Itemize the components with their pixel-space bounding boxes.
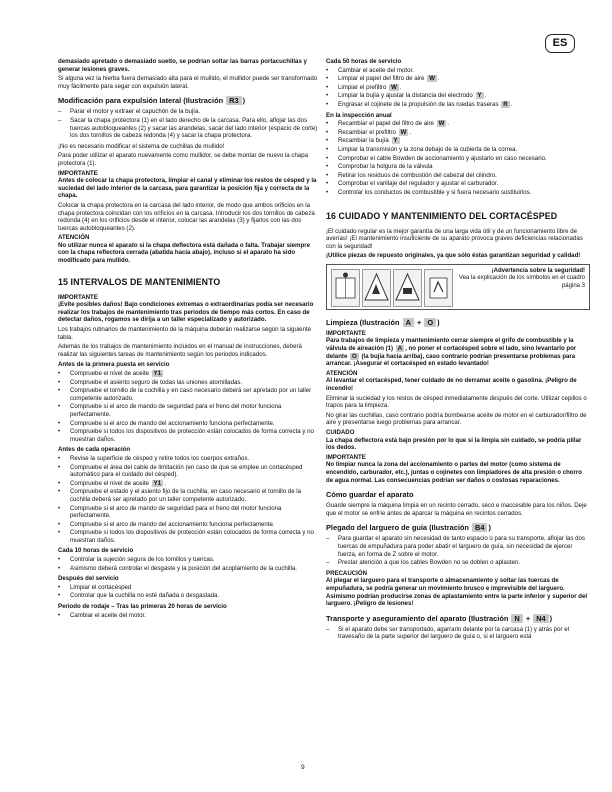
list-item-tail: . [437, 75, 440, 83]
safety-symbols [331, 269, 453, 305]
important-heading: IMPORTANTE [58, 169, 98, 177]
list-item-tail: . [484, 92, 487, 100]
list-item-text: Asimismo deberá controlar el desgaste y la posición del acoplamiento de la cuchilla. [70, 564, 297, 572]
list-item [326, 172, 590, 180]
storage-paragraph: Guarde siempre la máquina limpia en un recinto cerrado, seco e inaccesible para los niños. Deje que el motor se enfríe antes de aparcar la máquina en recintos cerrados. [326, 502, 587, 517]
bullet-icon: • [326, 188, 329, 196]
list-item-text: Recambiar el prefiltro [338, 128, 396, 136]
list-item-text: Compruebe el tornillo de la cuchilla y en caso necesario deberá ser apretado por un taller competente autorizado. [70, 387, 312, 402]
transport-steps [326, 626, 590, 641]
disconnect-spark-plug-icon [424, 269, 453, 307]
list-item-text: Limpiar el prefiltro [338, 83, 387, 91]
bullet-icon: • [326, 100, 329, 108]
transport-heading: Transporte y aseguramiento del aparato (Ilustración N + N4 ) [326, 613, 553, 623]
list-item [326, 137, 590, 145]
list-item-text: Compruebe el área del cable de limitación (en caso de que se emplee un cortacésped automático para el cuidado del césped). [70, 463, 303, 479]
section-16-title: 16 CUIDADO Y MANTENIMIENTO DEL CORTACÉSPED [326, 210, 558, 221]
list-item-text: Compruebe si todos los dispositivos de protección están colocados de forma correcta y no muestran daños. [70, 428, 314, 443]
storage-heading: Cómo guardar el aparato [326, 490, 414, 500]
bullet-icon: • [58, 463, 61, 471]
mulch-note: ¡No es necesario modificar el sistema de cuchillas de mullido! [58, 142, 225, 150]
after-use-heading: Después del servicio [58, 575, 119, 583]
important-heading: IMPORTANTE [326, 329, 366, 337]
bullet-icon: • [58, 479, 61, 487]
illustration-ref-tag: B4 [472, 523, 487, 532]
list-item [58, 403, 322, 418]
bullet-icon: • [58, 488, 61, 496]
side-discharge-steps [58, 108, 322, 139]
list-item-tail: . [409, 128, 412, 136]
illustration-ref-tag: W [429, 75, 435, 83]
attention-text: Al levantar el cortacésped, tener cuidado de no derramar aceite o gasolina. ¡Peligro de incendio! [326, 377, 577, 393]
list-item [326, 75, 590, 83]
illustration-ref-tag: Y1 [153, 370, 162, 377]
bullet-icon: • [326, 154, 329, 162]
bullet-icon: • [326, 92, 329, 100]
list-item [326, 146, 590, 154]
list-item-text: Limpiar la bujía y ajustar la distancia del electrodo [338, 92, 473, 100]
list-item-text: Compruebe el asiento seguro de todas las uniones atornilladas. [70, 378, 243, 386]
list-item [326, 163, 590, 171]
illustration-ref-tag: Y1 [153, 479, 162, 487]
list-item-text: Compruebe si el arco de mando del accionamiento funciona perfectamente. [70, 419, 275, 427]
bullet-icon: • [326, 163, 329, 171]
section-15-title: 15 INTERVALOS DE MANTENIMIENTO [58, 276, 221, 287]
list-item [326, 84, 590, 92]
list-item [58, 505, 322, 520]
attention-text: No utilizar nunca el aparato si la chapa deflectora está dañada o falta. Trabajar siempre con la chapa reflectora cerrada (abatida hacia abajo), incluso si el aparato ha sido modificado para mullido. [58, 241, 310, 265]
list-item [58, 464, 322, 479]
list-item [326, 101, 590, 109]
bullet-icon: • [326, 145, 329, 153]
right-column [326, 58, 590, 644]
every-10-hours-list [58, 556, 322, 572]
list-item [326, 120, 590, 128]
important-text: No limpiar nunca la zona del accionamiento o partes del motor (como sistema de encendido, carburador, etc.), juntas o cojinetes con limpiadores de alta presión o chorro de agua normal. Las consecuencias podrían ser daños o costosas reparaciones. [326, 461, 582, 484]
list-item [58, 387, 322, 402]
bullet-icon: • [58, 564, 61, 572]
bullet-icon: • [58, 378, 61, 386]
care-text: La chapa deflectora está bajo presión por lo que si la limpia sin cuidado, se podría pillar los dedos. [326, 436, 582, 452]
list-item [58, 556, 322, 564]
attention-heading: ATENCIÓN [326, 369, 358, 377]
list-item-text: Limpiar la transmisión y la zona debajo de la cubierta de la correa. [338, 145, 518, 153]
annual-inspection-heading: En la inspección anual [326, 111, 392, 119]
list-item-tail: . [510, 100, 513, 108]
bullet-icon: • [58, 454, 61, 462]
list-item-text: Controlar la sujeción segura de los tornillos y tuercas. [70, 556, 215, 564]
safety-warning-box [326, 264, 590, 310]
list-item-text: Comprobar la holgura de la válvula [338, 163, 433, 171]
illustration-ref-tag: O [352, 352, 357, 360]
list-item-text: Revise la superficie de césped y retire todos los cuerpos extraños. [70, 454, 250, 462]
bullet-icon: • [58, 504, 61, 512]
folding-steps [326, 535, 590, 566]
safety-warning-reference: Vea la explicación de los símbolos en el cuadro página 3 [458, 275, 585, 289]
bullet-icon: • [58, 387, 61, 395]
list-item-text: Compruebe el estado y el asiento fijo de la cuchilla, en caso necesario el tornillo de la cuchilla deberá ser apretado por un taller competente autorizado. [70, 488, 302, 503]
list-item [326, 129, 590, 137]
illustration-ref-tag: N4 [533, 614, 548, 623]
list-item [326, 189, 590, 197]
each-operation-heading: Antes de cada operación [58, 446, 131, 454]
illustration-ref-tag: R3 [226, 96, 241, 105]
bullet-icon: • [326, 180, 329, 188]
list-item [58, 428, 322, 443]
list-item-text: Cambiar el aceite del motor. [70, 611, 146, 619]
cleaning-paragraph: Eliminar la suciedad y los restos de césped inmediatamente después del corte. Utilizar cepillos o trapos para la limpieza. [326, 394, 587, 410]
list-item [58, 420, 322, 428]
bullet-icon: • [58, 529, 61, 537]
bullet-icon: • [58, 428, 61, 436]
illustration-ref-tag: N [511, 614, 522, 623]
list-item-text: Limpiar el cortacésped [70, 583, 132, 591]
cleaning-heading: Limpieza (Ilustración A + O ) [326, 317, 440, 327]
important-heading: IMPORTANTE [326, 453, 366, 461]
precaution-text: Al plegar el larguero para el transporte o almacenamiento y soltar las tuercas de empuñadura, se podría generar un movimiento brusco e imprevisible del larguero. Asimismo podrían producirse zonas de aplastamiento entre la parte inferior y superior del larguero. ¡Peligro de lesiones! [326, 577, 588, 608]
every-50-hours-list [326, 67, 590, 109]
illustration-ref-tag: O [424, 318, 436, 327]
list-item-text: Compruebe el nivel de aceite [70, 479, 149, 487]
mulch-paragraph: Para poder utilizar el aparato nuevamente como mullidor, se debe montar de nuevo la chapa protectora (1). [58, 152, 308, 167]
folding-heading: Plegado del larguero de guía (Ilustración B4 ) [326, 523, 491, 533]
list-item [58, 521, 322, 529]
list-item-text: Limpiar el papel del filtro de aire [338, 75, 425, 83]
important-text: ¡Evite posibles daños! Bajo condiciones extremas o extraordinarias podía ser necesario realizar los trabajos de mantenimiento tras periodos de tiempo más cortos. En caso de detectar daños, rogamos se dirija a un taller especializado y autorizado. [58, 301, 314, 324]
list-item [58, 379, 322, 387]
list-item-text: Cambiar el aceite del motor. [338, 66, 414, 74]
important-heading: IMPORTANTE [58, 293, 98, 301]
safety-warning-title: ¡Advertencia sobre la seguridad! [491, 267, 585, 274]
bullet-icon: • [326, 171, 329, 179]
bullet-icon: • [58, 583, 61, 591]
bullet-icon: • [326, 66, 329, 74]
every-50-hours-heading: Cada 50 horas de servicio [326, 58, 402, 65]
list-item [326, 92, 590, 100]
after-use-list [58, 584, 322, 600]
maintenance-paragraph: Además de los trabajos de mantenimiento incluidos en el manual de instrucciones, deberá realizar las siguientes tareas de mantenimiento según los periodos indicados. [58, 343, 302, 358]
illustration-ref-tag: A [403, 318, 414, 327]
foot-injury-warning-icon [393, 269, 422, 307]
list-item-text: Compruebe si el arco de mando de seguridad para el freno del motor funciona perfectamente. [70, 504, 282, 520]
list-item: – Sacar la chapa protectora (1) en el lado derecho de la carcasa. Para ello, aflojar las dos tuercas autobloqueantes (2) y sacar las arandelas, sacar del lado interior (espacio de corte) los dos tornillos de cabeza redonda (4) y sacar la chapa protectora. [58, 116, 318, 140]
important-text: Para trabajos de limpieza y mantenimiento cerrar siempre el grifo de combustible y la válvula de aireación (1) A , no poner el cortacésped sobre el lado, sino levantarlo por delante O (la bujía hacia arriba), caso contrario podrían presentarse problemas para arrancar. ¡Asegurar el cortacésped en estado levantado! [326, 337, 577, 368]
illustration-ref-tag: Y [477, 92, 482, 100]
bullet-icon: • [58, 556, 61, 564]
bullet-icon: • [58, 403, 61, 411]
illustration-ref-tag: W [400, 128, 407, 136]
list-item-text: Compruebe el nivel de aceite [70, 370, 149, 377]
original-parts-note: ¡Utilice piezas de repuesto originales, ya que sólo éstas garantizan seguridad y calidad! [326, 252, 581, 260]
precaution-heading: PRECAUCIÓN [326, 569, 367, 577]
list-item: – Si el aparato debe ser transportado, agarrarlo delante por la carcasa (1) y atrás por el travesaño de la parte superior del larguero de guía o, si el larguero está [326, 625, 570, 641]
care-heading: CUIDADO [326, 429, 355, 436]
list-item [58, 584, 322, 592]
bullet-icon: • [58, 611, 61, 619]
illustration-ref-tag: R [503, 100, 508, 108]
illustration-ref-tag: A [397, 345, 403, 353]
safety-warning-text [457, 268, 585, 290]
list-item-tail: . [447, 120, 450, 128]
every-10-hours-heading: Cada 10 horas de servicio [58, 547, 134, 555]
hand-injury-warning-icon [362, 269, 391, 307]
maintenance-paragraph: Los trabajos rutinarios de mantenimiento de la máquina deberán realizarse según la siguiente tabla. [58, 326, 312, 341]
list-item: – Prestar atención a que los cables Bowden no se doblen o aplasten. [326, 559, 520, 567]
bullet-icon: • [326, 128, 329, 136]
list-item-text: Recambiar el papel del filtro de aire [338, 120, 434, 128]
side-discharge-heading: Modificación para expulsión lateral (Ilustración R3 ) [58, 96, 246, 106]
list-item [58, 565, 322, 573]
first-use-list [58, 370, 322, 443]
bullet-icon: • [58, 370, 61, 377]
illustration-ref-tag: W [438, 120, 445, 128]
list-item [58, 612, 322, 620]
bullet-icon: • [326, 75, 329, 83]
bullet-icon: • [58, 592, 61, 600]
list-item [58, 488, 322, 503]
bullet-icon: • [58, 520, 61, 528]
list-item: – Parar el motor y extraer el capuchón de la bujía. [58, 108, 201, 116]
list-item-tail: . [164, 479, 166, 487]
list-item-text: Retirar los residuos de combustión del cabezal del cilindro. [338, 171, 497, 179]
list-item [326, 155, 590, 163]
list-item-text: Compruebe si el arco de mando de seguridad para el freno del motor funciona perfectamente. [70, 403, 282, 418]
list-item [58, 370, 322, 378]
deflector-install-paragraph: Colocar la chapa protectora en la carcasa del lado interior, de modo que ambos orificios en la chapa protectora coincidan con los orificios en la carcasa. Introducir los dos tornillos de cabeza redonda (4) en los orificios desde el interior, colocar las arandelas (3) y fijarlos con las dos tuercas autobloqueantes (2). [58, 201, 315, 232]
each-operation-list [58, 455, 322, 545]
illustration-ref-tag: W [391, 83, 397, 91]
bullet-icon: • [58, 419, 61, 427]
list-item [58, 455, 322, 463]
intro-warning: demasiado apretado o demasiado suelto, se podrían soltar las barras portacuchillas y generar lesiones graves. [58, 58, 307, 73]
list-item-text: Compruebe si todos los dispositivos de protección están colocados de forma correcta y no muestran daños. [70, 529, 314, 544]
list-item [326, 180, 590, 188]
break-in-heading: Periodo de rodaje – Tras las primeras 20 horas de servicio [58, 603, 227, 611]
list-item [58, 529, 322, 544]
list-item-text: Comprobar el cable Bowden de accionamiento y ajustarlo en caso necesario. [338, 154, 547, 162]
illustration-ref-tag: Y [393, 137, 398, 145]
first-use-heading: Antes de la primera puesta en servicio [58, 361, 170, 369]
list-item-text: Controlar que la cuchilla no esté dañada o desgastada. [70, 592, 220, 600]
list-item-tail: . [399, 83, 402, 91]
language-badge: ES [545, 34, 575, 53]
annual-inspection-list [326, 120, 590, 196]
bullet-icon: • [326, 120, 329, 128]
attention-heading: ATENCIÓN [58, 234, 90, 242]
bullet-icon: • [326, 137, 329, 145]
list-item-text: Controlar los conductos de combustible y si fuera necesario sustituirlos. [338, 188, 532, 196]
care-paragraph: ¡El cuidado regular es la mejor garantía de una larga vida útil y de un funcionamiento libre de averías! ¡El mantenimiento insuficiente de su aparato provoca graves deficiencias relacionadas con la seguridad! [326, 227, 583, 250]
bullet-icon: • [326, 83, 329, 91]
important-text: Antes de colocar la chapa protectora, limpiar el canal y eliminar los restos de césped y la suciedad del lado interior de la carcasa, para garantizar la posición fija y correcta de la chapa. [58, 177, 317, 200]
list-item-text: Engrasar el cojinete de la propulsión de las ruedas traseras [338, 100, 499, 108]
list-item-text: Comprobar el varillaje del regulador y ajustar el carburador. [338, 180, 499, 188]
read-manual-icon [331, 269, 360, 307]
list-item-text: Compruebe si el arco de mando del accionamiento funciona perfectamente. [70, 520, 275, 528]
break-in-list [58, 612, 322, 620]
list-item-text: Recambiar la bujía [338, 137, 389, 145]
intro-paragraph: Si alguna vez la hierba fuera demasiado alta para el mullido, el mullidor puede ser transformado muy fácilmente para segar con expulsión lateral. [58, 75, 318, 90]
list-item [58, 592, 322, 600]
cleaning-paragraph: No girar las cuchillas, caso contrario podría bombearse aceite de motor en el carburador/filtro de aire y presentarse luego problemas para arrancar. [326, 411, 587, 427]
page-number: 9 [301, 764, 305, 771]
left-column [58, 58, 322, 622]
list-item [326, 67, 590, 75]
list-item [58, 480, 322, 488]
list-item: – Para guardar el aparato sin necesidad de tanto espacio o para su transporte, aflojar las dos tuercas de empuñadura para poder abatir el larguero de guía, sin necesidad de ejercer fuerza, en forma de Z sobre el motor. [326, 535, 585, 558]
